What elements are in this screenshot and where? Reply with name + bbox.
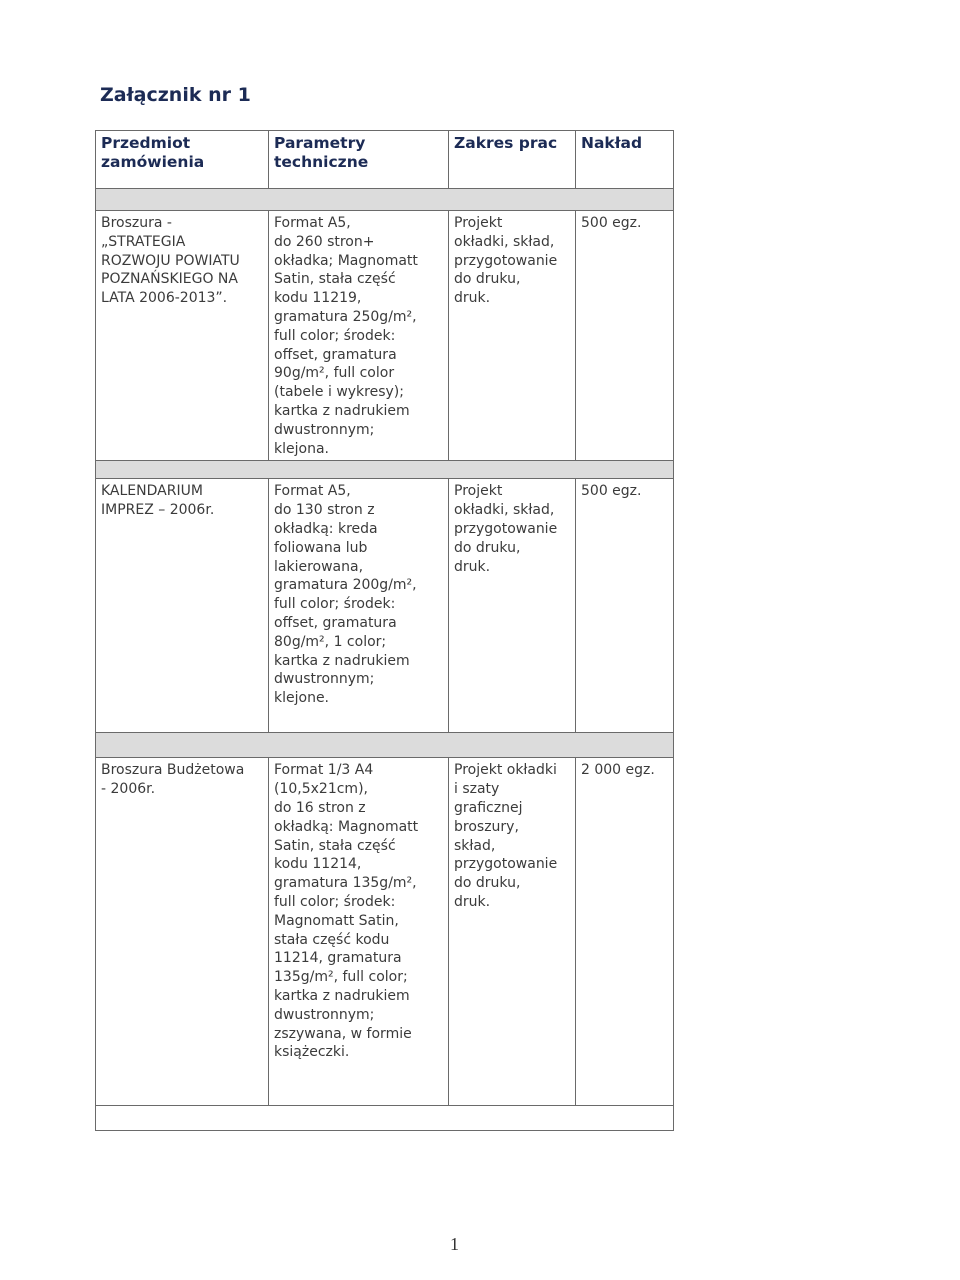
separator-cell [96,733,674,758]
cell-parameters: Format A5, do 260 stron+ okładka; Magnomatt Satin, stała część kodu 11219, gramatura 250g/m², full color; środek: offset, gramatura 90g/m², full color (tabele i wykresy); kartka z nadrukiem dwustronnym; klejona. [269,211,449,461]
separator-cell [96,461,674,479]
header-row [96,131,674,189]
row-separator [96,189,674,211]
table-row [96,479,674,733]
cell-subject: KALENDARIUM IMPREZ – 2006r. [96,479,269,733]
cell-parameters: Format A5, do 130 stron z okładką: kreda foliowana lub lakierowana, gramatura 200g/m², full color; środek: offset, gramatura 80g/m², 1 color; kartka z nadrukiem dwustronnym; klejone. [269,479,449,733]
page-number: 1 [450,1234,459,1254]
cell-scope: Projekt okładki, skład, przygotowanie do druku, druk. [449,211,576,461]
empty-cell [96,1106,674,1131]
header-subject: Przedmiot zamówienia [96,131,269,189]
row-separator [96,461,674,479]
cell-quantity: 500 egz. [576,211,674,461]
order-table [95,130,674,1131]
cell-quantity: 500 egz. [576,479,674,733]
cell-parameters: Format 1/3 A4 (10,5x21cm), do 16 stron z okładką: Magnomatt Satin, stała część kodu 11214, gramatura 135g/m², full color; środek: Magnomatt Satin, stała część kodu 11214, gramatura 135g/m², full color; kartka z nadrukiem dwustronnym; zszywana, w formie książeczki. [269,758,449,1106]
empty-row [96,1106,674,1131]
header-scope: Zakres prac [449,131,576,189]
cell-subject: Broszura Budżetowa - 2006r. [96,758,269,1106]
row-separator [96,733,674,758]
cell-scope: Projekt okładki, skład, przygotowanie do druku, druk. [449,479,576,733]
table-row [96,758,674,1106]
cell-subject: Broszura - „STRATEGIA ROZWOJU POWIATU POZNAŃSKIEGO NA LATA 2006-2013”. [96,211,269,461]
header-quantity: Nakład [576,131,674,189]
document-title: Załącznik nr 1 [100,84,251,106]
table-row [96,211,674,461]
cell-quantity: 2 000 egz. [576,758,674,1106]
separator-cell [96,189,674,211]
cell-scope: Projekt okładki i szaty graficznej broszury, skład, przygotowanie do druku, druk. [449,758,576,1106]
header-parameters: Parametry techniczne [269,131,449,189]
